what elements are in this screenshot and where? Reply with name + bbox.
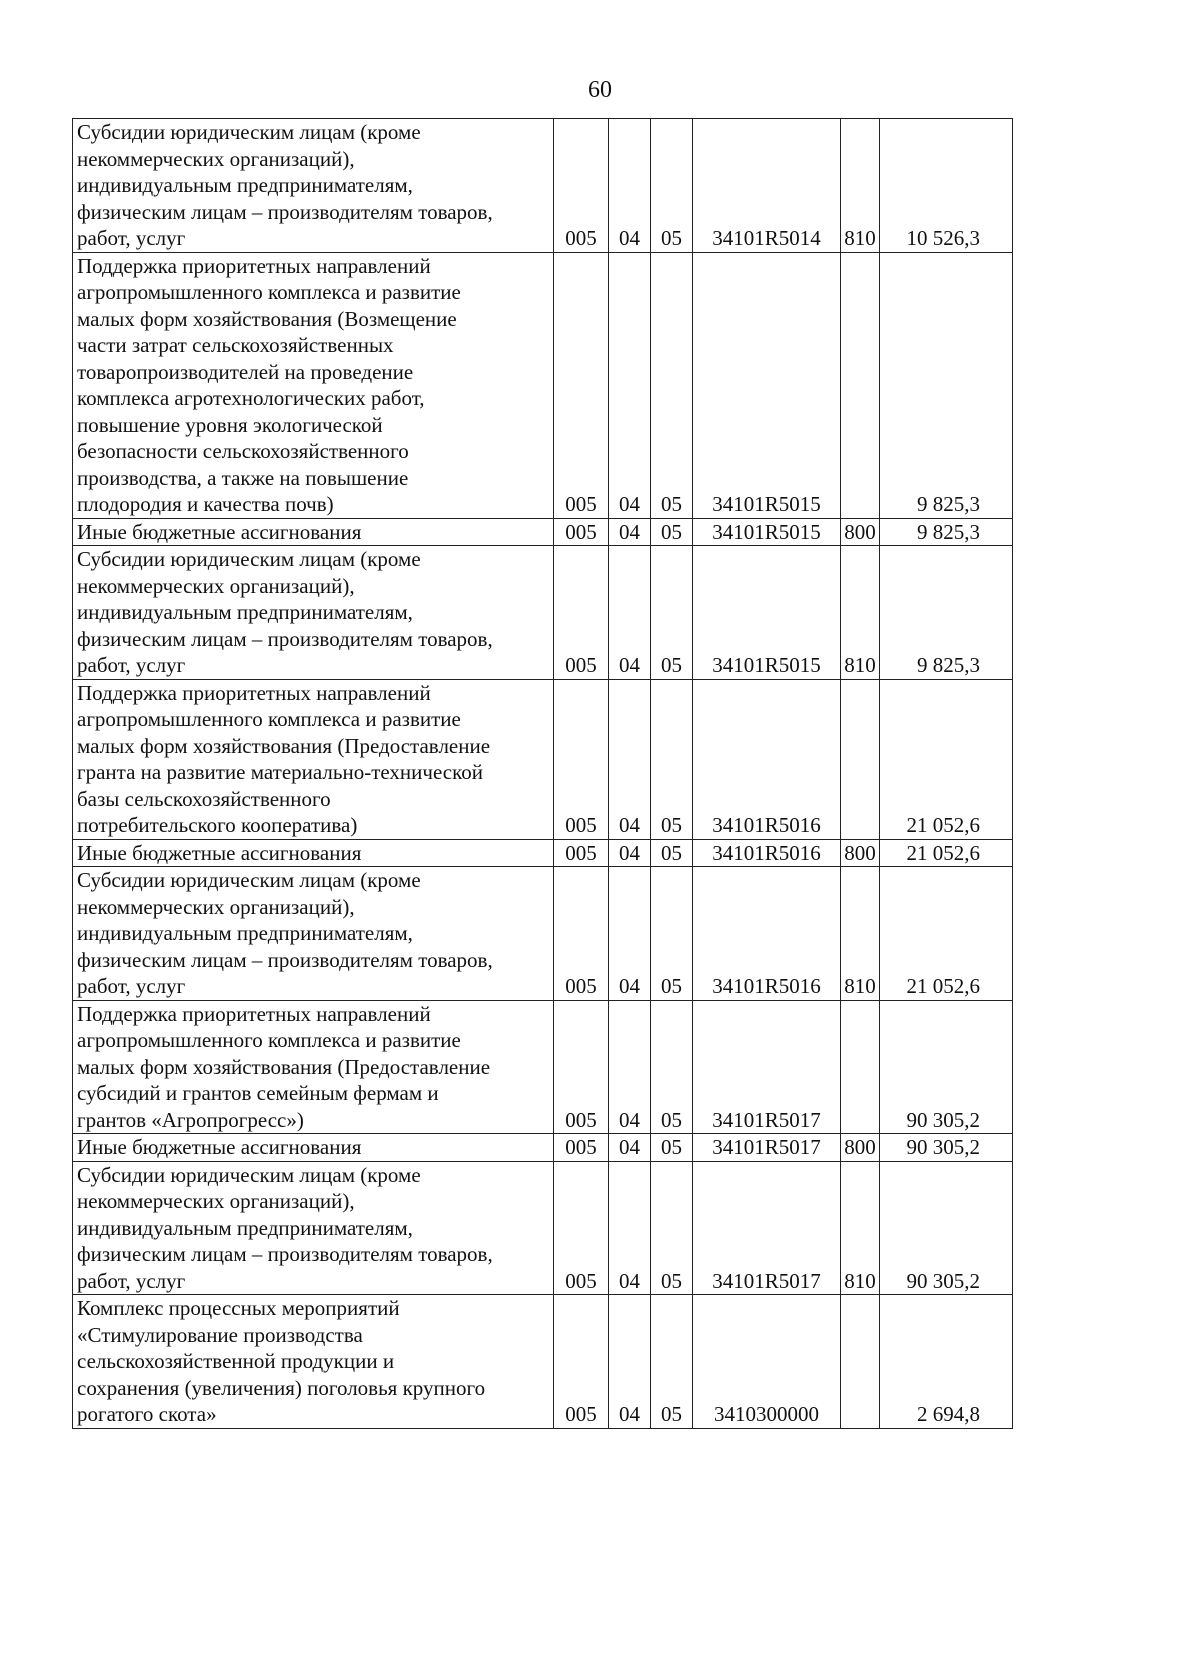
- expense-type-code: 810: [841, 546, 880, 680]
- section-code: 04: [609, 1134, 651, 1162]
- table-row: [73, 119, 1013, 253]
- row-description: Комплекс процессных мероприятий «Стимулирование производства сельскохозяйственной продукции и сохранения (увеличения) поголовья крупного рогатого скота»: [73, 1295, 554, 1429]
- grbs-code: 005: [554, 252, 609, 518]
- grbs-code: 005: [554, 1000, 609, 1134]
- subsection-code: 05: [651, 546, 693, 680]
- expense-type-code: 800: [841, 518, 880, 546]
- table-row: [73, 518, 1013, 546]
- table-row: [73, 867, 1013, 1001]
- subsection-code: 05: [651, 679, 693, 839]
- row-description: Субсидии юридическим лицам (кроме некоммерческих организаций), индивидуальным предпринимателям, физическим лицам – производителям товаров, работ, услуг: [73, 119, 554, 253]
- target-article-code: 34101R5016: [693, 839, 841, 867]
- subsection-code: 05: [651, 1000, 693, 1134]
- expense-type-code: 810: [841, 867, 880, 1001]
- table-row: [73, 1295, 1013, 1429]
- amount: 21 052,6: [880, 679, 1013, 839]
- amount: 90 305,2: [880, 1134, 1013, 1162]
- expense-type-code: [841, 1295, 880, 1429]
- row-description: Субсидии юридическим лицам (кроме некоммерческих организаций), индивидуальным предпринимателям, физическим лицам – производителям товаров, работ, услуг: [73, 546, 554, 680]
- subsection-code: 05: [651, 1295, 693, 1429]
- target-article-code: 34101R5017: [693, 1161, 841, 1295]
- row-description: Субсидии юридическим лицам (кроме некоммерческих организаций), индивидуальным предпринимателям, физическим лицам – производителям товаров, работ, услуг: [73, 867, 554, 1001]
- subsection-code: 05: [651, 867, 693, 1001]
- grbs-code: 005: [554, 1161, 609, 1295]
- grbs-code: 005: [554, 867, 609, 1001]
- amount: 90 305,2: [880, 1000, 1013, 1134]
- target-article-code: 34101R5016: [693, 679, 841, 839]
- subsection-code: 05: [651, 1134, 693, 1162]
- amount: 9 825,3: [880, 546, 1013, 680]
- subsection-code: 05: [651, 518, 693, 546]
- amount: 90 305,2: [880, 1161, 1013, 1295]
- subsection-code: 05: [651, 839, 693, 867]
- amount: 2 694,8: [880, 1295, 1013, 1429]
- target-article-code: 34101R5015: [693, 518, 841, 546]
- expense-type-code: 800: [841, 1134, 880, 1162]
- table-row: [73, 546, 1013, 680]
- row-description: Поддержка приоритетных направлений агропромышленного комплекса и развитие малых форм хозяйствования (Возмещение части затрат сельскохозяйственных товаропроизводителей на проведение комплекса агротехнологических работ, повышение уровня экологической безопасности сельскохозяйственного производства, а также на повышение плодородия и качества почв): [73, 252, 554, 518]
- target-article-code: 34101R5016: [693, 867, 841, 1001]
- expense-type-code: [841, 1000, 880, 1134]
- budget-table: [72, 118, 1013, 1429]
- subsection-code: 05: [651, 1161, 693, 1295]
- grbs-code: 005: [554, 518, 609, 546]
- amount: 10 526,3: [880, 119, 1013, 253]
- amount: 21 052,6: [880, 839, 1013, 867]
- table-row: [73, 1161, 1013, 1295]
- section-code: 04: [609, 518, 651, 546]
- grbs-code: 005: [554, 839, 609, 867]
- amount: 9 825,3: [880, 252, 1013, 518]
- amount: 9 825,3: [880, 518, 1013, 546]
- section-code: 04: [609, 1161, 651, 1295]
- target-article-code: 3410300000: [693, 1295, 841, 1429]
- table-row: [73, 1134, 1013, 1162]
- table-row: [73, 252, 1013, 518]
- row-description: Поддержка приоритетных направлений агропромышленного комплекса и развитие малых форм хозяйствования (Предоставление субсидий и грантов семейным фермам и грантов «Агропрогресс»): [73, 1000, 554, 1134]
- row-description: Поддержка приоритетных направлений агропромышленного комплекса и развитие малых форм хозяйствования (Предоставление гранта на развитие материально-технической базы сельскохозяйственного потребительского кооператива): [73, 679, 554, 839]
- expense-type-code: [841, 679, 880, 839]
- section-code: 04: [609, 1000, 651, 1134]
- table-row: [73, 1000, 1013, 1134]
- target-article-code: 34101R5014: [693, 119, 841, 253]
- section-code: 04: [609, 839, 651, 867]
- target-article-code: 34101R5017: [693, 1000, 841, 1134]
- section-code: 04: [609, 546, 651, 680]
- expense-type-code: 800: [841, 839, 880, 867]
- grbs-code: 005: [554, 679, 609, 839]
- table-row: [73, 839, 1013, 867]
- target-article-code: 34101R5015: [693, 252, 841, 518]
- grbs-code: 005: [554, 119, 609, 253]
- expense-type-code: [841, 252, 880, 518]
- row-description: Субсидии юридическим лицам (кроме некоммерческих организаций), индивидуальным предпринимателям, физическим лицам – производителям товаров, работ, услуг: [73, 1161, 554, 1295]
- page-number: 60: [588, 77, 612, 103]
- target-article-code: 34101R5017: [693, 1134, 841, 1162]
- amount: 21 052,6: [880, 867, 1013, 1001]
- section-code: 04: [609, 1295, 651, 1429]
- row-description: Иные бюджетные ассигнования: [73, 1134, 554, 1162]
- grbs-code: 005: [554, 1295, 609, 1429]
- expense-type-code: 810: [841, 119, 880, 253]
- subsection-code: 05: [651, 119, 693, 253]
- section-code: 04: [609, 679, 651, 839]
- expense-type-code: 810: [841, 1161, 880, 1295]
- section-code: 04: [609, 119, 651, 253]
- target-article-code: 34101R5015: [693, 546, 841, 680]
- table-row: [73, 679, 1013, 839]
- row-description: Иные бюджетные ассигнования: [73, 839, 554, 867]
- subsection-code: 05: [651, 252, 693, 518]
- section-code: 04: [609, 252, 651, 518]
- grbs-code: 005: [554, 1134, 609, 1162]
- row-description: Иные бюджетные ассигнования: [73, 518, 554, 546]
- grbs-code: 005: [554, 546, 609, 680]
- section-code: 04: [609, 867, 651, 1001]
